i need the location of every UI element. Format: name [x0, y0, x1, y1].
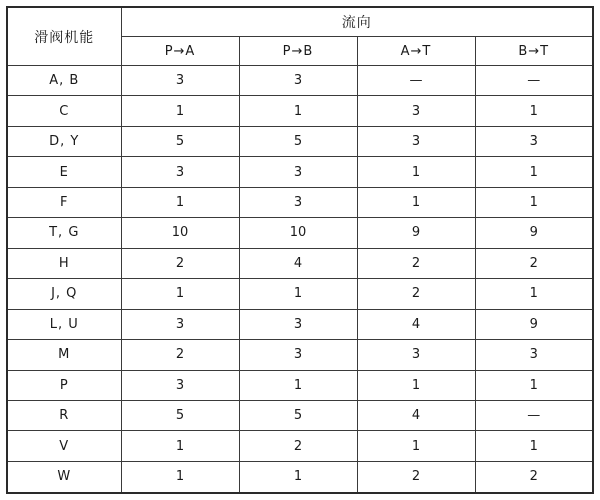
table-cell: 2	[121, 340, 239, 370]
row-label: P	[7, 370, 121, 400]
table-row	[7, 96, 593, 126]
row-label: E	[7, 157, 121, 187]
table-cell: 3	[357, 340, 475, 370]
table-row	[7, 309, 593, 339]
column-header-b-t: B→T	[475, 37, 593, 66]
table-cell: 1	[475, 96, 593, 126]
table-cell: 5	[239, 126, 357, 156]
table-cell: —	[357, 66, 475, 96]
table-container	[6, 6, 594, 494]
table-header	[7, 7, 593, 66]
table-cell: 5	[239, 400, 357, 430]
table-cell: 1	[121, 279, 239, 309]
table-cell: 1	[357, 431, 475, 461]
table-cell: 1	[475, 431, 593, 461]
table-cell: 4	[239, 248, 357, 278]
table-cell: 10	[239, 218, 357, 248]
row-label: A, B	[7, 66, 121, 96]
table-cell: 1	[239, 370, 357, 400]
table-cell: 1	[475, 279, 593, 309]
table-row	[7, 126, 593, 156]
table-cell: 3	[475, 126, 593, 156]
table-row	[7, 218, 593, 248]
row-label: M	[7, 340, 121, 370]
table-row	[7, 66, 593, 96]
table-cell: 4	[357, 400, 475, 430]
table-cell: 3	[121, 309, 239, 339]
flow-direction-header: 流向	[121, 7, 593, 37]
column-header-p-a: P→A	[121, 37, 239, 66]
table-cell: 9	[357, 218, 475, 248]
row-label: T, G	[7, 218, 121, 248]
row-label: R	[7, 400, 121, 430]
table-cell: 3	[239, 66, 357, 96]
header-row-group	[7, 7, 593, 37]
corner-header: 滑阀机能	[7, 7, 121, 66]
table-cell: 1	[475, 187, 593, 217]
table-row	[7, 187, 593, 217]
table-cell: 1	[357, 370, 475, 400]
table-cell: 5	[121, 126, 239, 156]
table-cell: 1	[357, 157, 475, 187]
column-header-a-t: A→T	[357, 37, 475, 66]
row-label: F	[7, 187, 121, 217]
table-row	[7, 279, 593, 309]
table-cell: 1	[357, 187, 475, 217]
row-label: C	[7, 96, 121, 126]
table-cell: 2	[357, 279, 475, 309]
table-cell: 2	[357, 248, 475, 278]
table-row	[7, 461, 593, 493]
row-label: V	[7, 431, 121, 461]
table-row	[7, 248, 593, 278]
row-label: L, U	[7, 309, 121, 339]
row-label: W	[7, 461, 121, 493]
table-cell: 10	[121, 218, 239, 248]
table-cell: 1	[475, 370, 593, 400]
table-body	[7, 66, 593, 494]
table-cell: 2	[475, 248, 593, 278]
table-cell: 9	[475, 309, 593, 339]
table-cell: 1	[475, 157, 593, 187]
table-cell: 1	[121, 187, 239, 217]
spool-function-table	[6, 6, 594, 494]
row-label: D, Y	[7, 126, 121, 156]
table-cell: 3	[239, 309, 357, 339]
table-cell: 3	[121, 370, 239, 400]
table-row	[7, 340, 593, 370]
table-cell: 1	[239, 279, 357, 309]
table-cell: 3	[121, 157, 239, 187]
table-cell: —	[475, 66, 593, 96]
table-cell: 4	[357, 309, 475, 339]
table-row	[7, 431, 593, 461]
table-row	[7, 157, 593, 187]
table-cell: 3	[239, 187, 357, 217]
column-header-p-b: P→B	[239, 37, 357, 66]
table-cell: 1	[121, 96, 239, 126]
table-cell: 3	[475, 340, 593, 370]
table-cell: 2	[239, 431, 357, 461]
row-label: H	[7, 248, 121, 278]
table-cell: 1	[121, 431, 239, 461]
table-cell: 2	[121, 248, 239, 278]
table-cell: 3	[121, 66, 239, 96]
table-cell: 2	[475, 461, 593, 493]
table-cell: 1	[239, 461, 357, 493]
table-cell: 5	[121, 400, 239, 430]
table-cell: 2	[357, 461, 475, 493]
table-cell: 3	[239, 340, 357, 370]
row-label: J, Q	[7, 279, 121, 309]
table-cell: 3	[357, 96, 475, 126]
table-cell: 9	[475, 218, 593, 248]
table-cell: 3	[357, 126, 475, 156]
table-cell: 1	[239, 96, 357, 126]
table-cell: 3	[239, 157, 357, 187]
table-row	[7, 400, 593, 430]
table-cell: 1	[121, 461, 239, 493]
table-row	[7, 370, 593, 400]
table-cell: —	[475, 400, 593, 430]
